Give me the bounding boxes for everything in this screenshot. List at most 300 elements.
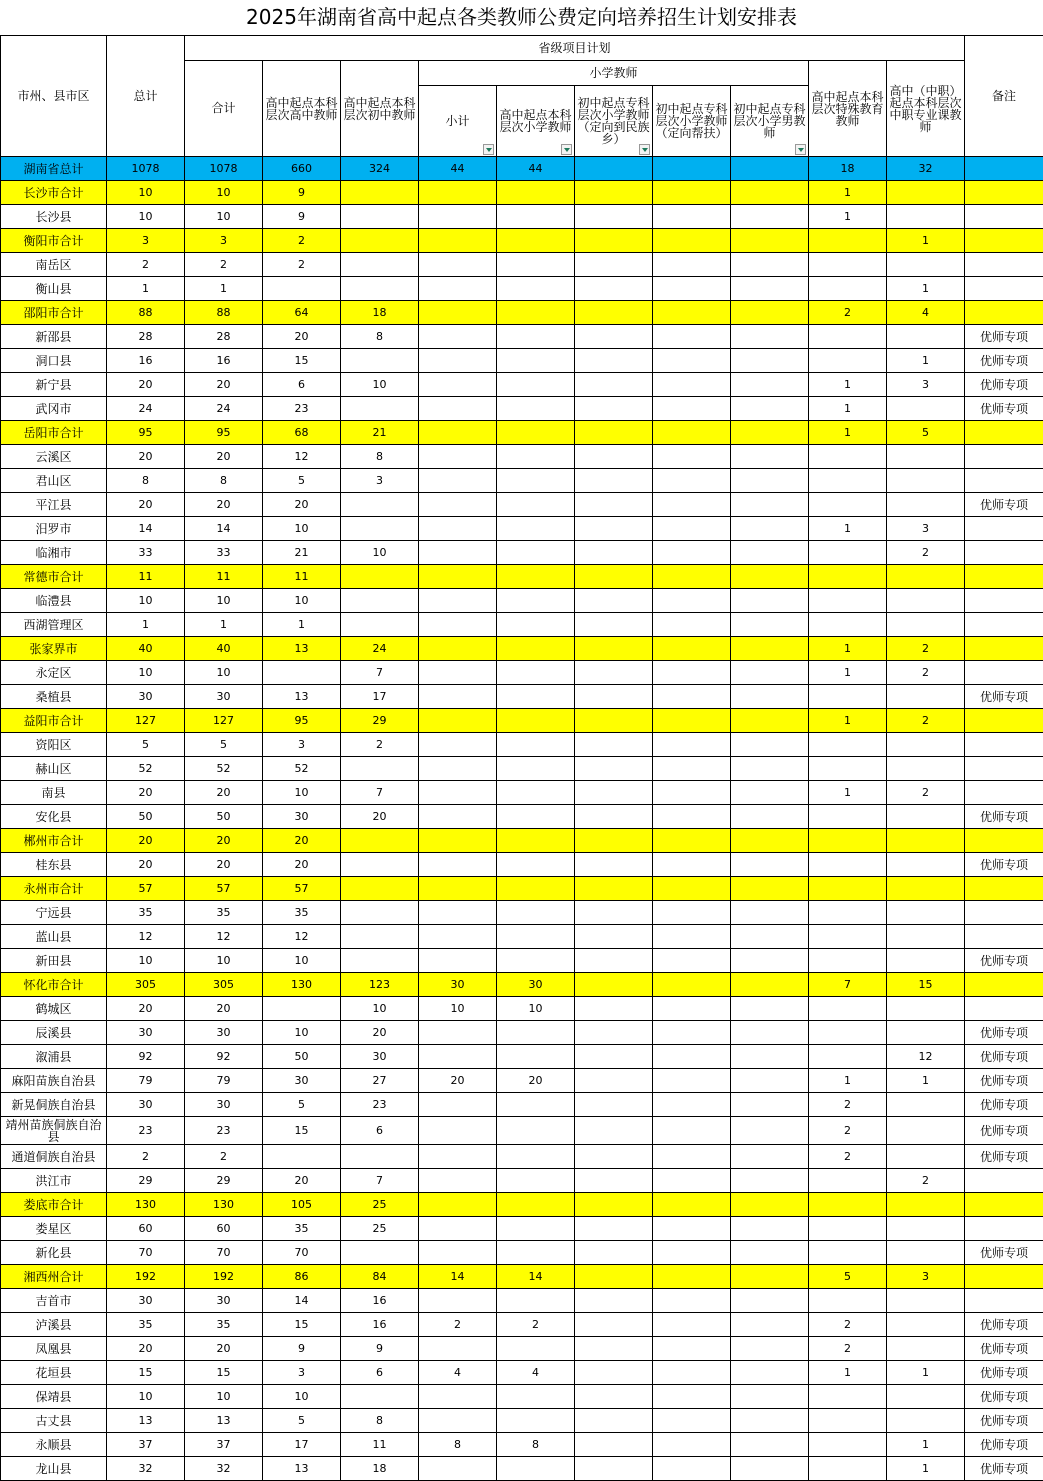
value-cell[interactable]: 10 — [107, 205, 185, 229]
value-cell[interactable] — [731, 733, 809, 757]
value-cell[interactable]: 660 — [263, 157, 341, 181]
value-cell[interactable] — [575, 997, 653, 1021]
value-cell[interactable]: 15 — [263, 1117, 341, 1145]
value-cell[interactable] — [419, 1145, 497, 1169]
value-cell[interactable] — [419, 1241, 497, 1265]
value-cell[interactable] — [653, 1217, 731, 1241]
value-cell[interactable] — [809, 949, 887, 973]
value-cell[interactable] — [419, 709, 497, 733]
value-cell[interactable] — [575, 757, 653, 781]
value-cell[interactable]: 30 — [263, 1069, 341, 1093]
value-cell[interactable]: 15 — [263, 349, 341, 373]
value-cell[interactable]: 52 — [185, 757, 263, 781]
region-cell[interactable]: 汨罗市 — [1, 517, 107, 541]
value-cell[interactable]: 32 — [107, 1457, 185, 1481]
value-cell[interactable]: 30 — [107, 1289, 185, 1313]
value-cell[interactable]: 28 — [185, 325, 263, 349]
value-cell[interactable] — [731, 1145, 809, 1169]
value-cell[interactable] — [575, 685, 653, 709]
value-cell[interactable] — [887, 325, 965, 349]
value-cell[interactable]: 12 — [107, 925, 185, 949]
value-cell[interactable]: 20 — [185, 1337, 263, 1361]
note-cell[interactable] — [965, 613, 1043, 637]
value-cell[interactable]: 1 — [887, 1433, 965, 1457]
value-cell[interactable]: 2 — [887, 541, 965, 565]
value-cell[interactable] — [809, 925, 887, 949]
value-cell[interactable] — [809, 541, 887, 565]
value-cell[interactable] — [887, 757, 965, 781]
note-cell[interactable]: 优师专项 — [965, 1433, 1043, 1457]
region-cell[interactable]: 永定区 — [1, 661, 107, 685]
region-cell[interactable]: 洞口县 — [1, 349, 107, 373]
value-cell[interactable] — [575, 901, 653, 925]
value-cell[interactable]: 10 — [107, 1385, 185, 1409]
value-cell[interactable]: 1 — [809, 397, 887, 421]
value-cell[interactable]: 1 — [107, 277, 185, 301]
value-cell[interactable] — [653, 973, 731, 997]
value-cell[interactable]: 10 — [263, 949, 341, 973]
value-cell[interactable] — [575, 1217, 653, 1241]
value-cell[interactable] — [341, 925, 419, 949]
value-cell[interactable] — [887, 733, 965, 757]
value-cell[interactable]: 2 — [809, 1093, 887, 1117]
note-cell[interactable]: 优师专项 — [965, 1145, 1043, 1169]
value-cell[interactable]: 35 — [263, 901, 341, 925]
value-cell[interactable] — [809, 325, 887, 349]
value-cell[interactable]: 21 — [263, 541, 341, 565]
value-cell[interactable] — [809, 253, 887, 277]
value-cell[interactable] — [653, 373, 731, 397]
value-cell[interactable] — [653, 1313, 731, 1337]
value-cell[interactable]: 60 — [107, 1217, 185, 1241]
value-cell[interactable]: 20 — [185, 781, 263, 805]
value-cell[interactable]: 16 — [341, 1289, 419, 1313]
value-cell[interactable]: 30 — [185, 1093, 263, 1117]
note-cell[interactable] — [965, 565, 1043, 589]
value-cell[interactable]: 1 — [809, 205, 887, 229]
value-cell[interactable] — [653, 181, 731, 205]
value-cell[interactable] — [575, 229, 653, 253]
value-cell[interactable] — [653, 949, 731, 973]
value-cell[interactable] — [653, 589, 731, 613]
value-cell[interactable] — [575, 829, 653, 853]
value-cell[interactable] — [887, 565, 965, 589]
value-cell[interactable] — [497, 925, 575, 949]
value-cell[interactable] — [809, 1193, 887, 1217]
value-cell[interactable] — [653, 1385, 731, 1409]
value-cell[interactable]: 2 — [809, 1313, 887, 1337]
value-cell[interactable] — [653, 877, 731, 901]
value-cell[interactable] — [575, 421, 653, 445]
value-cell[interactable]: 5 — [263, 1409, 341, 1433]
value-cell[interactable]: 44 — [497, 157, 575, 181]
value-cell[interactable] — [497, 205, 575, 229]
value-cell[interactable]: 11 — [107, 565, 185, 589]
value-cell[interactable]: 50 — [107, 805, 185, 829]
value-cell[interactable] — [341, 757, 419, 781]
value-cell[interactable] — [809, 1289, 887, 1313]
region-cell[interactable]: 湖南省总计 — [1, 157, 107, 181]
note-cell[interactable]: 优师专项 — [965, 493, 1043, 517]
value-cell[interactable]: 5 — [185, 733, 263, 757]
value-cell[interactable]: 30 — [419, 973, 497, 997]
region-cell[interactable]: 邵阳市合计 — [1, 301, 107, 325]
value-cell[interactable] — [653, 349, 731, 373]
value-cell[interactable]: 10 — [263, 781, 341, 805]
region-cell[interactable]: 赫山区 — [1, 757, 107, 781]
value-cell[interactable] — [653, 1169, 731, 1193]
value-cell[interactable]: 10 — [263, 1021, 341, 1045]
value-cell[interactable]: 23 — [185, 1117, 263, 1145]
note-cell[interactable]: 优师专项 — [965, 325, 1043, 349]
value-cell[interactable] — [341, 253, 419, 277]
value-cell[interactable]: 5 — [887, 421, 965, 445]
value-cell[interactable]: 2 — [887, 637, 965, 661]
value-cell[interactable] — [341, 349, 419, 373]
value-cell[interactable] — [653, 421, 731, 445]
value-cell[interactable] — [809, 1409, 887, 1433]
value-cell[interactable]: 1 — [809, 517, 887, 541]
value-cell[interactable] — [341, 1385, 419, 1409]
value-cell[interactable]: 8 — [497, 1433, 575, 1457]
value-cell[interactable] — [809, 1457, 887, 1481]
value-cell[interactable] — [653, 1433, 731, 1457]
note-cell[interactable] — [965, 301, 1043, 325]
value-cell[interactable] — [653, 1021, 731, 1045]
value-cell[interactable] — [419, 517, 497, 541]
note-cell[interactable] — [965, 637, 1043, 661]
value-cell[interactable]: 10 — [341, 541, 419, 565]
value-cell[interactable]: 1 — [809, 181, 887, 205]
value-cell[interactable] — [341, 565, 419, 589]
value-cell[interactable]: 8 — [341, 1409, 419, 1433]
value-cell[interactable] — [731, 1193, 809, 1217]
value-cell[interactable] — [731, 517, 809, 541]
region-cell[interactable]: 郴州市合计 — [1, 829, 107, 853]
value-cell[interactable] — [575, 1021, 653, 1045]
value-cell[interactable]: 95 — [263, 709, 341, 733]
note-cell[interactable] — [965, 205, 1043, 229]
value-cell[interactable]: 15 — [263, 1313, 341, 1337]
value-cell[interactable] — [887, 181, 965, 205]
value-cell[interactable] — [887, 805, 965, 829]
value-cell[interactable]: 14 — [185, 517, 263, 541]
value-cell[interactable] — [419, 637, 497, 661]
value-cell[interactable] — [575, 253, 653, 277]
value-cell[interactable]: 2 — [107, 253, 185, 277]
value-cell[interactable] — [809, 1433, 887, 1457]
value-cell[interactable] — [419, 685, 497, 709]
value-cell[interactable] — [575, 1241, 653, 1265]
value-cell[interactable]: 7 — [341, 781, 419, 805]
value-cell[interactable] — [419, 781, 497, 805]
value-cell[interactable] — [887, 949, 965, 973]
value-cell[interactable]: 20 — [263, 325, 341, 349]
value-cell[interactable]: 68 — [263, 421, 341, 445]
value-cell[interactable]: 52 — [263, 757, 341, 781]
value-cell[interactable]: 25 — [341, 1217, 419, 1241]
value-cell[interactable] — [497, 1193, 575, 1217]
value-cell[interactable]: 12 — [263, 445, 341, 469]
value-cell[interactable]: 57 — [185, 877, 263, 901]
note-cell[interactable]: 优师专项 — [965, 349, 1043, 373]
value-cell[interactable]: 35 — [107, 901, 185, 925]
value-cell[interactable] — [731, 1433, 809, 1457]
value-cell[interactable]: 10 — [263, 589, 341, 613]
value-cell[interactable] — [887, 613, 965, 637]
region-cell[interactable]: 鹤城区 — [1, 997, 107, 1021]
filter-dropdown-icon[interactable] — [795, 144, 806, 155]
value-cell[interactable]: 3 — [263, 733, 341, 757]
value-cell[interactable] — [653, 1069, 731, 1093]
value-cell[interactable]: 20 — [107, 445, 185, 469]
value-cell[interactable]: 20 — [107, 373, 185, 397]
value-cell[interactable]: 17 — [263, 1433, 341, 1457]
value-cell[interactable] — [575, 349, 653, 373]
value-cell[interactable]: 1 — [887, 1361, 965, 1385]
value-cell[interactable] — [809, 445, 887, 469]
value-cell[interactable] — [809, 349, 887, 373]
value-cell[interactable] — [497, 181, 575, 205]
value-cell[interactable]: 20 — [341, 1021, 419, 1045]
value-cell[interactable] — [887, 1289, 965, 1313]
value-cell[interactable] — [809, 877, 887, 901]
value-cell[interactable] — [731, 973, 809, 997]
value-cell[interactable] — [419, 397, 497, 421]
value-cell[interactable] — [653, 493, 731, 517]
value-cell[interactable] — [653, 781, 731, 805]
region-cell[interactable]: 靖州苗族侗族自治县 — [1, 1117, 107, 1145]
value-cell[interactable] — [575, 517, 653, 541]
value-cell[interactable]: 3 — [887, 1265, 965, 1289]
value-cell[interactable] — [263, 1145, 341, 1169]
note-cell[interactable] — [965, 421, 1043, 445]
value-cell[interactable] — [497, 349, 575, 373]
value-cell[interactable] — [575, 877, 653, 901]
value-cell[interactable] — [731, 589, 809, 613]
note-cell[interactable]: 优师专项 — [965, 949, 1043, 973]
value-cell[interactable]: 20 — [185, 445, 263, 469]
value-cell[interactable] — [497, 397, 575, 421]
value-cell[interactable] — [497, 517, 575, 541]
value-cell[interactable] — [731, 181, 809, 205]
value-cell[interactable] — [575, 589, 653, 613]
value-cell[interactable] — [653, 469, 731, 493]
value-cell[interactable]: 3 — [887, 517, 965, 541]
value-cell[interactable] — [575, 277, 653, 301]
region-cell[interactable]: 西湖管理区 — [1, 613, 107, 637]
value-cell[interactable] — [809, 277, 887, 301]
note-cell[interactable] — [965, 709, 1043, 733]
region-cell[interactable]: 永顺县 — [1, 1433, 107, 1457]
note-cell[interactable] — [965, 1169, 1043, 1193]
value-cell[interactable]: 1 — [809, 661, 887, 685]
value-cell[interactable] — [887, 589, 965, 613]
value-cell[interactable]: 37 — [185, 1433, 263, 1457]
value-cell[interactable]: 14 — [419, 1265, 497, 1289]
value-cell[interactable]: 105 — [263, 1193, 341, 1217]
value-cell[interactable]: 13 — [107, 1409, 185, 1433]
value-cell[interactable]: 10 — [185, 1385, 263, 1409]
value-cell[interactable]: 33 — [185, 541, 263, 565]
note-cell[interactable] — [965, 973, 1043, 997]
value-cell[interactable] — [419, 1217, 497, 1241]
note-cell[interactable] — [965, 517, 1043, 541]
value-cell[interactable] — [575, 613, 653, 637]
value-cell[interactable]: 324 — [341, 157, 419, 181]
value-cell[interactable] — [653, 997, 731, 1021]
value-cell[interactable]: 10 — [263, 517, 341, 541]
value-cell[interactable]: 1 — [887, 277, 965, 301]
value-cell[interactable] — [497, 853, 575, 877]
value-cell[interactable]: 8 — [341, 445, 419, 469]
region-cell[interactable]: 临湘市 — [1, 541, 107, 565]
value-cell[interactable] — [341, 181, 419, 205]
value-cell[interactable] — [809, 901, 887, 925]
value-cell[interactable] — [731, 1361, 809, 1385]
value-cell[interactable] — [575, 1045, 653, 1069]
value-cell[interactable] — [419, 205, 497, 229]
note-cell[interactable] — [965, 181, 1043, 205]
value-cell[interactable]: 20 — [107, 997, 185, 1021]
value-cell[interactable] — [419, 805, 497, 829]
value-cell[interactable] — [731, 901, 809, 925]
value-cell[interactable]: 1 — [809, 421, 887, 445]
value-cell[interactable] — [887, 493, 965, 517]
value-cell[interactable] — [419, 1169, 497, 1193]
note-cell[interactable] — [965, 229, 1043, 253]
value-cell[interactable]: 305 — [185, 973, 263, 997]
filter-dropdown-icon[interactable] — [561, 144, 572, 155]
value-cell[interactable] — [419, 1385, 497, 1409]
note-cell[interactable]: 优师专项 — [965, 373, 1043, 397]
region-cell[interactable]: 湘西州合计 — [1, 1265, 107, 1289]
value-cell[interactable] — [731, 325, 809, 349]
value-cell[interactable] — [731, 613, 809, 637]
value-cell[interactable]: 18 — [341, 1457, 419, 1481]
value-cell[interactable] — [887, 997, 965, 1021]
value-cell[interactable]: 70 — [107, 1241, 185, 1265]
value-cell[interactable]: 2 — [419, 1313, 497, 1337]
value-cell[interactable] — [653, 205, 731, 229]
value-cell[interactable] — [653, 445, 731, 469]
value-cell[interactable]: 12 — [185, 925, 263, 949]
value-cell[interactable] — [731, 205, 809, 229]
value-cell[interactable] — [809, 613, 887, 637]
value-cell[interactable]: 20 — [497, 1069, 575, 1093]
region-cell[interactable]: 泸溪县 — [1, 1313, 107, 1337]
note-cell[interactable]: 优师专项 — [965, 1117, 1043, 1145]
value-cell[interactable] — [497, 229, 575, 253]
value-cell[interactable] — [575, 301, 653, 325]
value-cell[interactable] — [497, 709, 575, 733]
value-cell[interactable] — [887, 1337, 965, 1361]
region-cell[interactable]: 新宁县 — [1, 373, 107, 397]
value-cell[interactable]: 14 — [107, 517, 185, 541]
value-cell[interactable] — [887, 1117, 965, 1145]
note-cell[interactable] — [965, 997, 1043, 1021]
value-cell[interactable]: 30 — [341, 1045, 419, 1069]
note-cell[interactable] — [965, 445, 1043, 469]
value-cell[interactable]: 9 — [263, 181, 341, 205]
value-cell[interactable] — [653, 685, 731, 709]
value-cell[interactable]: 30 — [185, 1021, 263, 1045]
value-cell[interactable]: 1 — [887, 349, 965, 373]
value-cell[interactable]: 5 — [263, 1093, 341, 1117]
value-cell[interactable] — [653, 805, 731, 829]
region-cell[interactable]: 永州市合计 — [1, 877, 107, 901]
value-cell[interactable] — [887, 877, 965, 901]
value-cell[interactable]: 2 — [887, 781, 965, 805]
region-cell[interactable]: 溆浦县 — [1, 1045, 107, 1069]
value-cell[interactable]: 20 — [107, 1337, 185, 1361]
value-cell[interactable] — [731, 349, 809, 373]
value-cell[interactable]: 2 — [497, 1313, 575, 1337]
value-cell[interactable]: 20 — [341, 805, 419, 829]
note-cell[interactable]: 优师专项 — [965, 685, 1043, 709]
note-cell[interactable] — [965, 901, 1043, 925]
value-cell[interactable]: 30 — [263, 805, 341, 829]
value-cell[interactable] — [575, 1457, 653, 1481]
value-cell[interactable]: 1 — [185, 277, 263, 301]
value-cell[interactable] — [497, 1409, 575, 1433]
value-cell[interactable] — [653, 661, 731, 685]
value-cell[interactable] — [497, 685, 575, 709]
value-cell[interactable] — [731, 853, 809, 877]
value-cell[interactable] — [731, 757, 809, 781]
value-cell[interactable] — [575, 1169, 653, 1193]
value-cell[interactable]: 24 — [107, 397, 185, 421]
note-cell[interactable] — [965, 781, 1043, 805]
note-cell[interactable]: 优师专项 — [965, 1385, 1043, 1409]
value-cell[interactable] — [575, 925, 653, 949]
value-cell[interactable] — [809, 589, 887, 613]
value-cell[interactable] — [419, 181, 497, 205]
value-cell[interactable] — [887, 1093, 965, 1117]
value-cell[interactable]: 10 — [185, 949, 263, 973]
value-cell[interactable]: 13 — [263, 637, 341, 661]
value-cell[interactable] — [419, 469, 497, 493]
value-cell[interactable] — [575, 781, 653, 805]
value-cell[interactable]: 35 — [185, 901, 263, 925]
value-cell[interactable] — [731, 1045, 809, 1069]
value-cell[interactable]: 2 — [809, 1145, 887, 1169]
value-cell[interactable] — [575, 1265, 653, 1289]
value-cell[interactable] — [887, 1193, 965, 1217]
value-cell[interactable]: 12 — [263, 925, 341, 949]
value-cell[interactable]: 20 — [263, 853, 341, 877]
value-cell[interactable] — [653, 1045, 731, 1069]
value-cell[interactable] — [263, 661, 341, 685]
value-cell[interactable]: 10 — [107, 661, 185, 685]
value-cell[interactable]: 40 — [185, 637, 263, 661]
value-cell[interactable]: 10 — [107, 949, 185, 973]
value-cell[interactable] — [497, 949, 575, 973]
value-cell[interactable]: 30 — [497, 973, 575, 997]
value-cell[interactable] — [497, 301, 575, 325]
value-cell[interactable]: 35 — [107, 1313, 185, 1337]
value-cell[interactable] — [809, 853, 887, 877]
region-cell[interactable]: 君山区 — [1, 469, 107, 493]
value-cell[interactable] — [419, 1409, 497, 1433]
value-cell[interactable]: 35 — [263, 1217, 341, 1241]
value-cell[interactable]: 192 — [185, 1265, 263, 1289]
value-cell[interactable] — [263, 277, 341, 301]
region-cell[interactable]: 新邵县 — [1, 325, 107, 349]
value-cell[interactable] — [575, 1409, 653, 1433]
note-cell[interactable]: 优师专项 — [965, 1409, 1043, 1433]
value-cell[interactable] — [419, 421, 497, 445]
